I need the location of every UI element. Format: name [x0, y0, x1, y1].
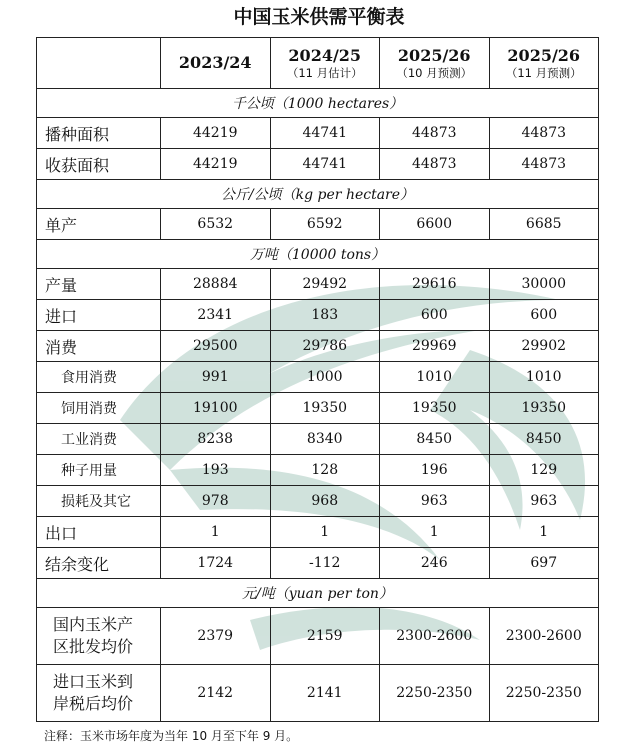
row-label: 结余变化 — [37, 548, 161, 579]
table-cell: 29500 — [161, 331, 271, 362]
table-cell: 29492 — [270, 269, 380, 300]
table-cell: 196 — [380, 455, 490, 486]
table-row — [37, 455, 599, 486]
header-blank — [37, 38, 161, 89]
table-cell: 8238 — [161, 424, 271, 455]
row-label: 进口 — [37, 300, 161, 331]
table-row — [37, 362, 599, 393]
table-row — [37, 331, 599, 362]
table-cell: 963 — [380, 486, 490, 517]
row-label: 国内玉米产 区批发均价 — [37, 608, 161, 665]
table-cell: 2300-2600 — [489, 608, 599, 665]
row-label: 收获面积 — [37, 149, 161, 180]
header-row — [37, 38, 599, 89]
row-label: 工业消费 — [37, 424, 161, 455]
row-label: 损耗及其它 — [37, 486, 161, 517]
table-cell: 28884 — [161, 269, 271, 300]
table-cell: 193 — [161, 455, 271, 486]
unit-row-price: 元/吨（yuan per ton） — [37, 579, 599, 608]
table-cell: 44873 — [380, 149, 490, 180]
table-cell: 6592 — [270, 209, 380, 240]
table-cell: 1 — [489, 517, 599, 548]
table-cell: 968 — [270, 486, 380, 517]
table-cell: 2250-2350 — [380, 665, 490, 722]
table-row — [37, 393, 599, 424]
table-row — [37, 424, 599, 455]
table-cell: 6685 — [489, 209, 599, 240]
table-cell: 128 — [270, 455, 380, 486]
header-cell: 2025/26 （11 月预测） — [489, 38, 599, 89]
table-row — [37, 608, 599, 665]
table-cell: 44741 — [270, 149, 380, 180]
footnote: 注释：玉米市场年度为当年 10 月至下年 9 月。 — [44, 729, 299, 743]
table-cell: 1 — [161, 517, 271, 548]
table-cell: 600 — [380, 300, 490, 331]
table-cell: 44741 — [270, 118, 380, 149]
balance-table — [36, 37, 599, 722]
table-cell: 2159 — [270, 608, 380, 665]
table-cell: 19100 — [161, 393, 271, 424]
table-cell: 2300-2600 — [380, 608, 490, 665]
table-row — [37, 486, 599, 517]
table-cell: 1 — [270, 517, 380, 548]
unit-row-yield: 公斤/公顷（kg per hectare） — [37, 180, 599, 209]
unit-row-area: 千公顷（1000 hectares） — [37, 89, 599, 118]
table-cell: 1000 — [270, 362, 380, 393]
unit-row-tons: 万吨（10000 tons） — [37, 240, 599, 269]
table-cell: 2341 — [161, 300, 271, 331]
table-row — [37, 548, 599, 579]
table-cell: 29786 — [270, 331, 380, 362]
table-cell: 697 — [489, 548, 599, 579]
table-cell: 600 — [489, 300, 599, 331]
table-cell: 19350 — [270, 393, 380, 424]
row-label: 单产 — [37, 209, 161, 240]
row-label: 产量 — [37, 269, 161, 300]
table-cell: 8450 — [380, 424, 490, 455]
table-cell: 30000 — [489, 269, 599, 300]
row-label: 播种面积 — [37, 118, 161, 149]
table-cell: 44219 — [161, 118, 271, 149]
table-cell: 8450 — [489, 424, 599, 455]
table-cell: 963 — [489, 486, 599, 517]
table-row — [37, 300, 599, 331]
table-row — [37, 149, 599, 180]
table-cell: 19350 — [380, 393, 490, 424]
table-cell: 1010 — [489, 362, 599, 393]
row-label: 消费 — [37, 331, 161, 362]
table-cell: 29969 — [380, 331, 490, 362]
table-row — [37, 665, 599, 722]
table-cell: 6532 — [161, 209, 271, 240]
table-cell: 8340 — [270, 424, 380, 455]
header-cell: 2025/26 （10 月预测） — [380, 38, 490, 89]
table-cell: 19350 — [489, 393, 599, 424]
table-cell: 183 — [270, 300, 380, 331]
table-cell: 129 — [489, 455, 599, 486]
table-cell: 2250-2350 — [489, 665, 599, 722]
table-cell: -112 — [270, 548, 380, 579]
table-cell: 44219 — [161, 149, 271, 180]
table-cell: 29616 — [380, 269, 490, 300]
row-label: 种子用量 — [37, 455, 161, 486]
table-cell: 1 — [380, 517, 490, 548]
table-cell: 29902 — [489, 331, 599, 362]
table-cell: 2141 — [270, 665, 380, 722]
page-title: 中国玉米供需平衡表 — [233, 6, 405, 28]
row-label: 食用消费 — [37, 362, 161, 393]
header-cell: 2023/24 — [161, 38, 271, 89]
table-cell: 6600 — [380, 209, 490, 240]
table-cell: 1724 — [161, 548, 271, 579]
table-cell: 1010 — [380, 362, 490, 393]
row-label: 进口玉米到 岸税后均价 — [37, 665, 161, 722]
table-cell: 2379 — [161, 608, 271, 665]
table-row — [37, 118, 599, 149]
header-cell: 2024/25 （11 月估计） — [270, 38, 380, 89]
table-cell: 978 — [161, 486, 271, 517]
table-cell: 246 — [380, 548, 490, 579]
row-label: 出口 — [37, 517, 161, 548]
table-row — [37, 209, 599, 240]
table-cell: 44873 — [380, 118, 490, 149]
table-cell: 44873 — [489, 149, 599, 180]
table-cell: 44873 — [489, 118, 599, 149]
table-row — [37, 269, 599, 300]
table-cell: 991 — [161, 362, 271, 393]
row-label: 饲用消费 — [37, 393, 161, 424]
table-row — [37, 517, 599, 548]
table-cell: 2142 — [161, 665, 271, 722]
